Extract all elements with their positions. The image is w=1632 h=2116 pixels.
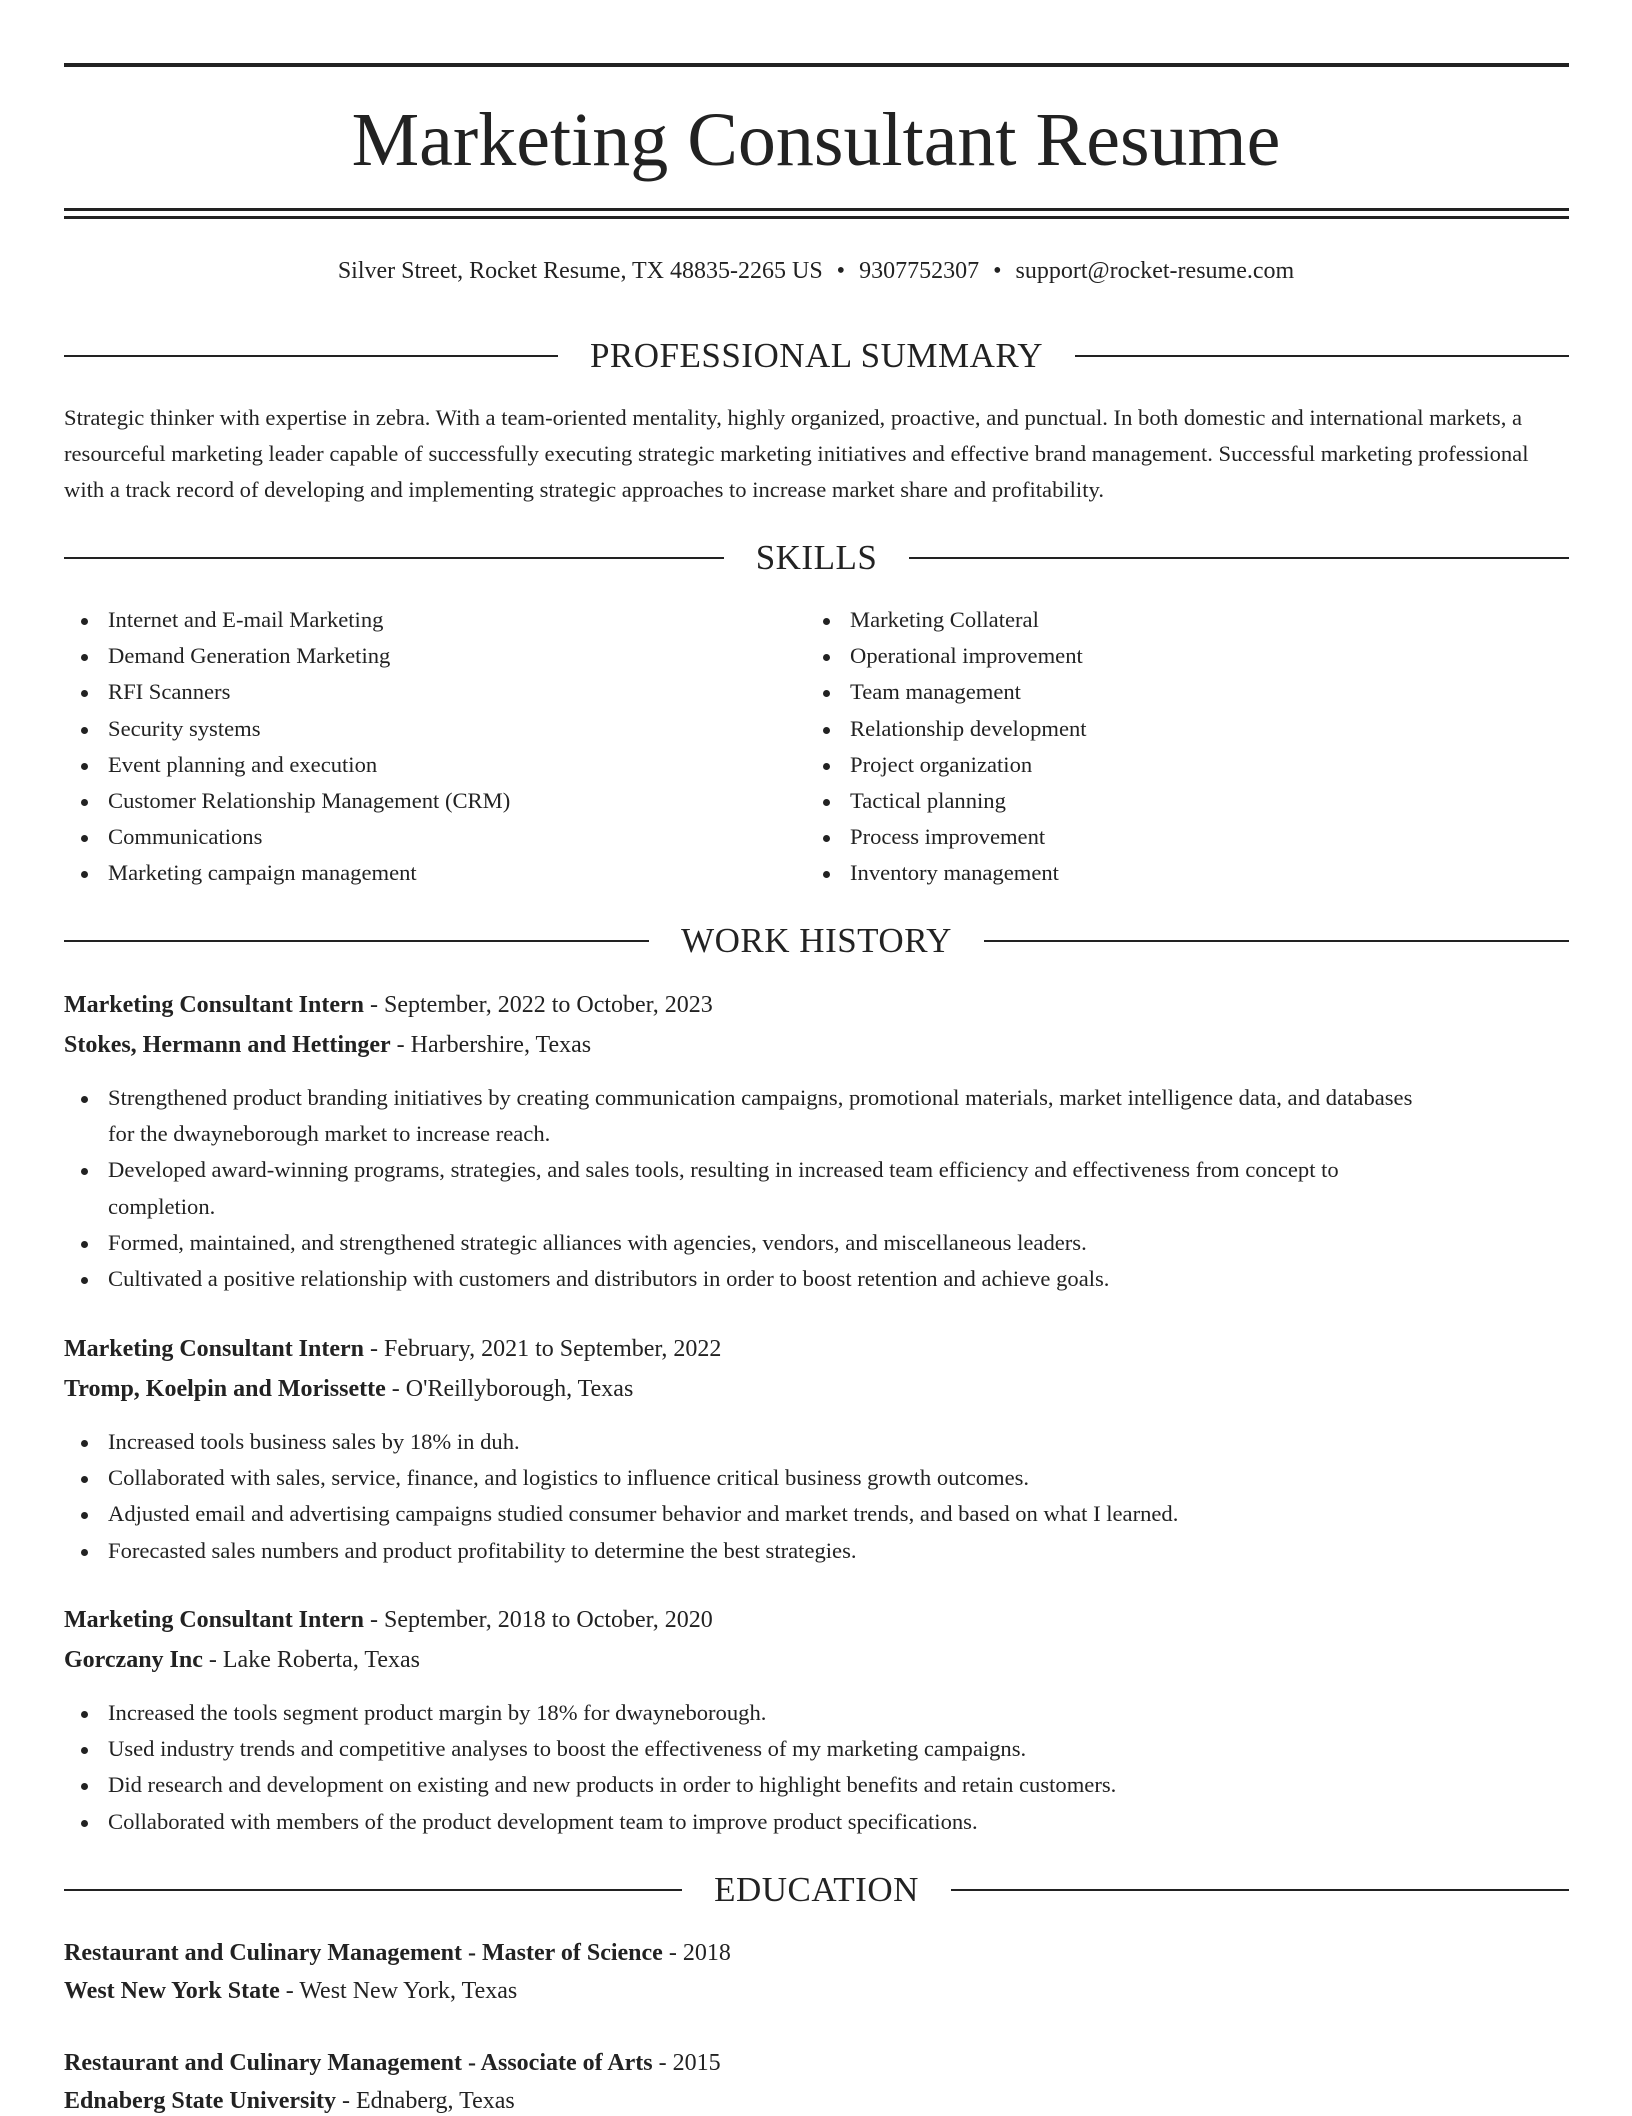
skill-item: RFI Scanners (64, 674, 764, 710)
education-year: 2015 (672, 2050, 721, 2076)
education-school-line: West New York State - West New York, Texas (64, 1978, 518, 2004)
job-title: Marketing Consultant Intern (64, 1607, 365, 1633)
section-title: EDUCATION (714, 1870, 919, 1909)
job-bullet: Adjusted email and advertising campaigns studied consumer behavior and market trends, and based on what I learned. (64, 1496, 1574, 1532)
job-bullet: Formed, maintained, and strengthened strategic alliances with agencies, vendors, and miscellaneous leaders. (64, 1225, 1574, 1261)
skill-item: Security systems (64, 711, 764, 747)
skill-item: Team management (806, 674, 1506, 710)
job-title-line: Marketing Consultant Intern - September, 2022 to October, 2023 (64, 992, 713, 1018)
education-degree-line: Restaurant and Culinary Management - Associate of Arts - 2015 (64, 2050, 721, 2076)
job-company: Tromp, Koelpin and Morissette (64, 1376, 386, 1402)
section-title: PROFESSIONAL SUMMARY (589, 336, 1044, 375)
contact-phone[interactable]: 9307752307 (859, 258, 980, 284)
job-company-line: Gorczany Inc - Lake Roberta, Texas (64, 1647, 421, 1673)
job-bullet: Increased tools business sales by 18% in duh. (64, 1424, 1574, 1460)
summary-text: Strategic thinker with expertise in zebra. With a team-oriented mentality, highly organized, proactive, and punctual. In both domestic and international markets, a resourceful marketing leader capable of successfully executing strategic marketing initiatives and effective brand management. Successful marketing professional with a track record of developing and implementing strategic approaches to increase market share and profitability. (64, 405, 1529, 502)
job-bullet: Forecasted sales numbers and product profitability to determine the best strategies. (64, 1533, 1574, 1569)
job-title-line: Marketing Consultant Intern - September, 2018 to October, 2020 (64, 1607, 713, 1633)
skill-item: Marketing campaign management (64, 855, 764, 891)
education-location: West New York, Texas (299, 1978, 518, 2004)
job-bullets (64, 1080, 1574, 1297)
education-degree: Restaurant and Culinary Management - Master of Science (64, 1940, 663, 1966)
skill-item: Event planning and execution (64, 747, 764, 783)
job-title-line: Marketing Consultant Intern - February, 2021 to September, 2022 (64, 1336, 722, 1362)
job-location: Harbershire, Texas (410, 1032, 592, 1058)
job-company-line: Tromp, Koelpin and Morissette - O'Reillyborough, Texas (64, 1376, 634, 1402)
section-title: WORK HISTORY (681, 921, 952, 960)
education-school-line: Ednaberg State University - Ednaberg, Texas (64, 2088, 515, 2114)
education-degree: Restaurant and Culinary Management - Associate of Arts (64, 2050, 653, 2076)
job-title: Marketing Consultant Intern (64, 1336, 365, 1362)
header-top-rule (64, 63, 1569, 67)
contact-separator: • (836, 258, 846, 284)
skill-item: Operational improvement (806, 638, 1506, 674)
skill-item: Internet and E-mail Marketing (64, 602, 764, 638)
job-bullet: Collaborated with members of the product development team to improve product specifications. (64, 1804, 1574, 1840)
skill-item: Relationship development (806, 711, 1506, 747)
skill-item: Inventory management (806, 855, 1506, 891)
education-degree-line: Restaurant and Culinary Management - Master of Science - 2018 (64, 1940, 731, 1966)
job-company: Gorczany Inc (64, 1647, 203, 1673)
job-bullets (64, 1695, 1574, 1840)
skill-item: Project organization (806, 747, 1506, 783)
job-bullet: Cultivated a positive relationship with customers and distributors in order to boost retention and achieve goals. (64, 1261, 1574, 1297)
section-heading-summary (64, 336, 1569, 376)
page-title: Marketing Consultant Resume (351, 98, 1281, 182)
job-company-line: Stokes, Hermann and Hettinger - Harbershire, Texas (64, 1032, 592, 1058)
skill-item: Tactical planning (806, 783, 1506, 819)
education-year: 2018 (682, 1940, 731, 1966)
job-dates: September, 2018 to October, 2020 (384, 1607, 713, 1633)
skills-list-right (806, 602, 1506, 892)
header-bottom-rule-2 (64, 216, 1569, 219)
job-bullet: Used industry trends and competitive analyses to boost the effectiveness of my marketing campaigns. (64, 1731, 1574, 1767)
job-title: Marketing Consultant Intern (64, 992, 365, 1018)
header-bottom-rule-1 (64, 208, 1569, 211)
contact-email[interactable]: support@rocket-resume.com (1015, 258, 1295, 284)
job-bullet: Did research and development on existing and new products in order to highlight benefits and retain customers. (64, 1767, 1574, 1803)
job-bullets (64, 1424, 1574, 1569)
job-location: Lake Roberta, Texas (222, 1647, 421, 1673)
skill-item: Demand Generation Marketing (64, 638, 764, 674)
contact-separator: • (993, 258, 1002, 284)
skill-item: Marketing Collateral (806, 602, 1506, 638)
job-company: Stokes, Hermann and Hettinger (64, 1032, 391, 1058)
skill-item: Customer Relationship Management (CRM) (64, 783, 764, 819)
section-heading-education (64, 1870, 1569, 1910)
job-bullet: Collaborated with sales, service, finance, and logistics to influence critical business growth outcomes. (64, 1460, 1574, 1496)
job-dates: September, 2022 to October, 2023 (384, 992, 713, 1018)
skill-item: Communications (64, 819, 764, 855)
job-location: O'Reillyborough, Texas (405, 1376, 634, 1402)
education-location: Ednaberg, Texas (356, 2088, 515, 2114)
skills-list-left (64, 602, 764, 892)
section-title: SKILLS (755, 538, 878, 577)
contact-address: Silver Street, Rocket Resume, TX 48835-2265 US (337, 258, 823, 284)
education-school: Ednaberg State University (64, 2088, 336, 2114)
job-dates: February, 2021 to September, 2022 (384, 1336, 722, 1362)
section-heading-skills (64, 538, 1569, 578)
job-bullet: Strengthened product branding initiatives by creating communication campaigns, promotional materials, market intelligence data, and databases for the dwayneborough market to increase reach. (64, 1080, 1574, 1152)
section-heading-work (64, 921, 1569, 961)
skill-item: Process improvement (806, 819, 1506, 855)
contact-line (0, 256, 1632, 286)
job-bullet: Increased the tools segment product margin by 18% for dwayneborough. (64, 1695, 1574, 1731)
job-bullet: Developed award-winning programs, strategies, and sales tools, resulting in increased team efficiency and effectiveness from concept to completion. (64, 1152, 1574, 1224)
education-school: West New York State (64, 1978, 280, 2004)
